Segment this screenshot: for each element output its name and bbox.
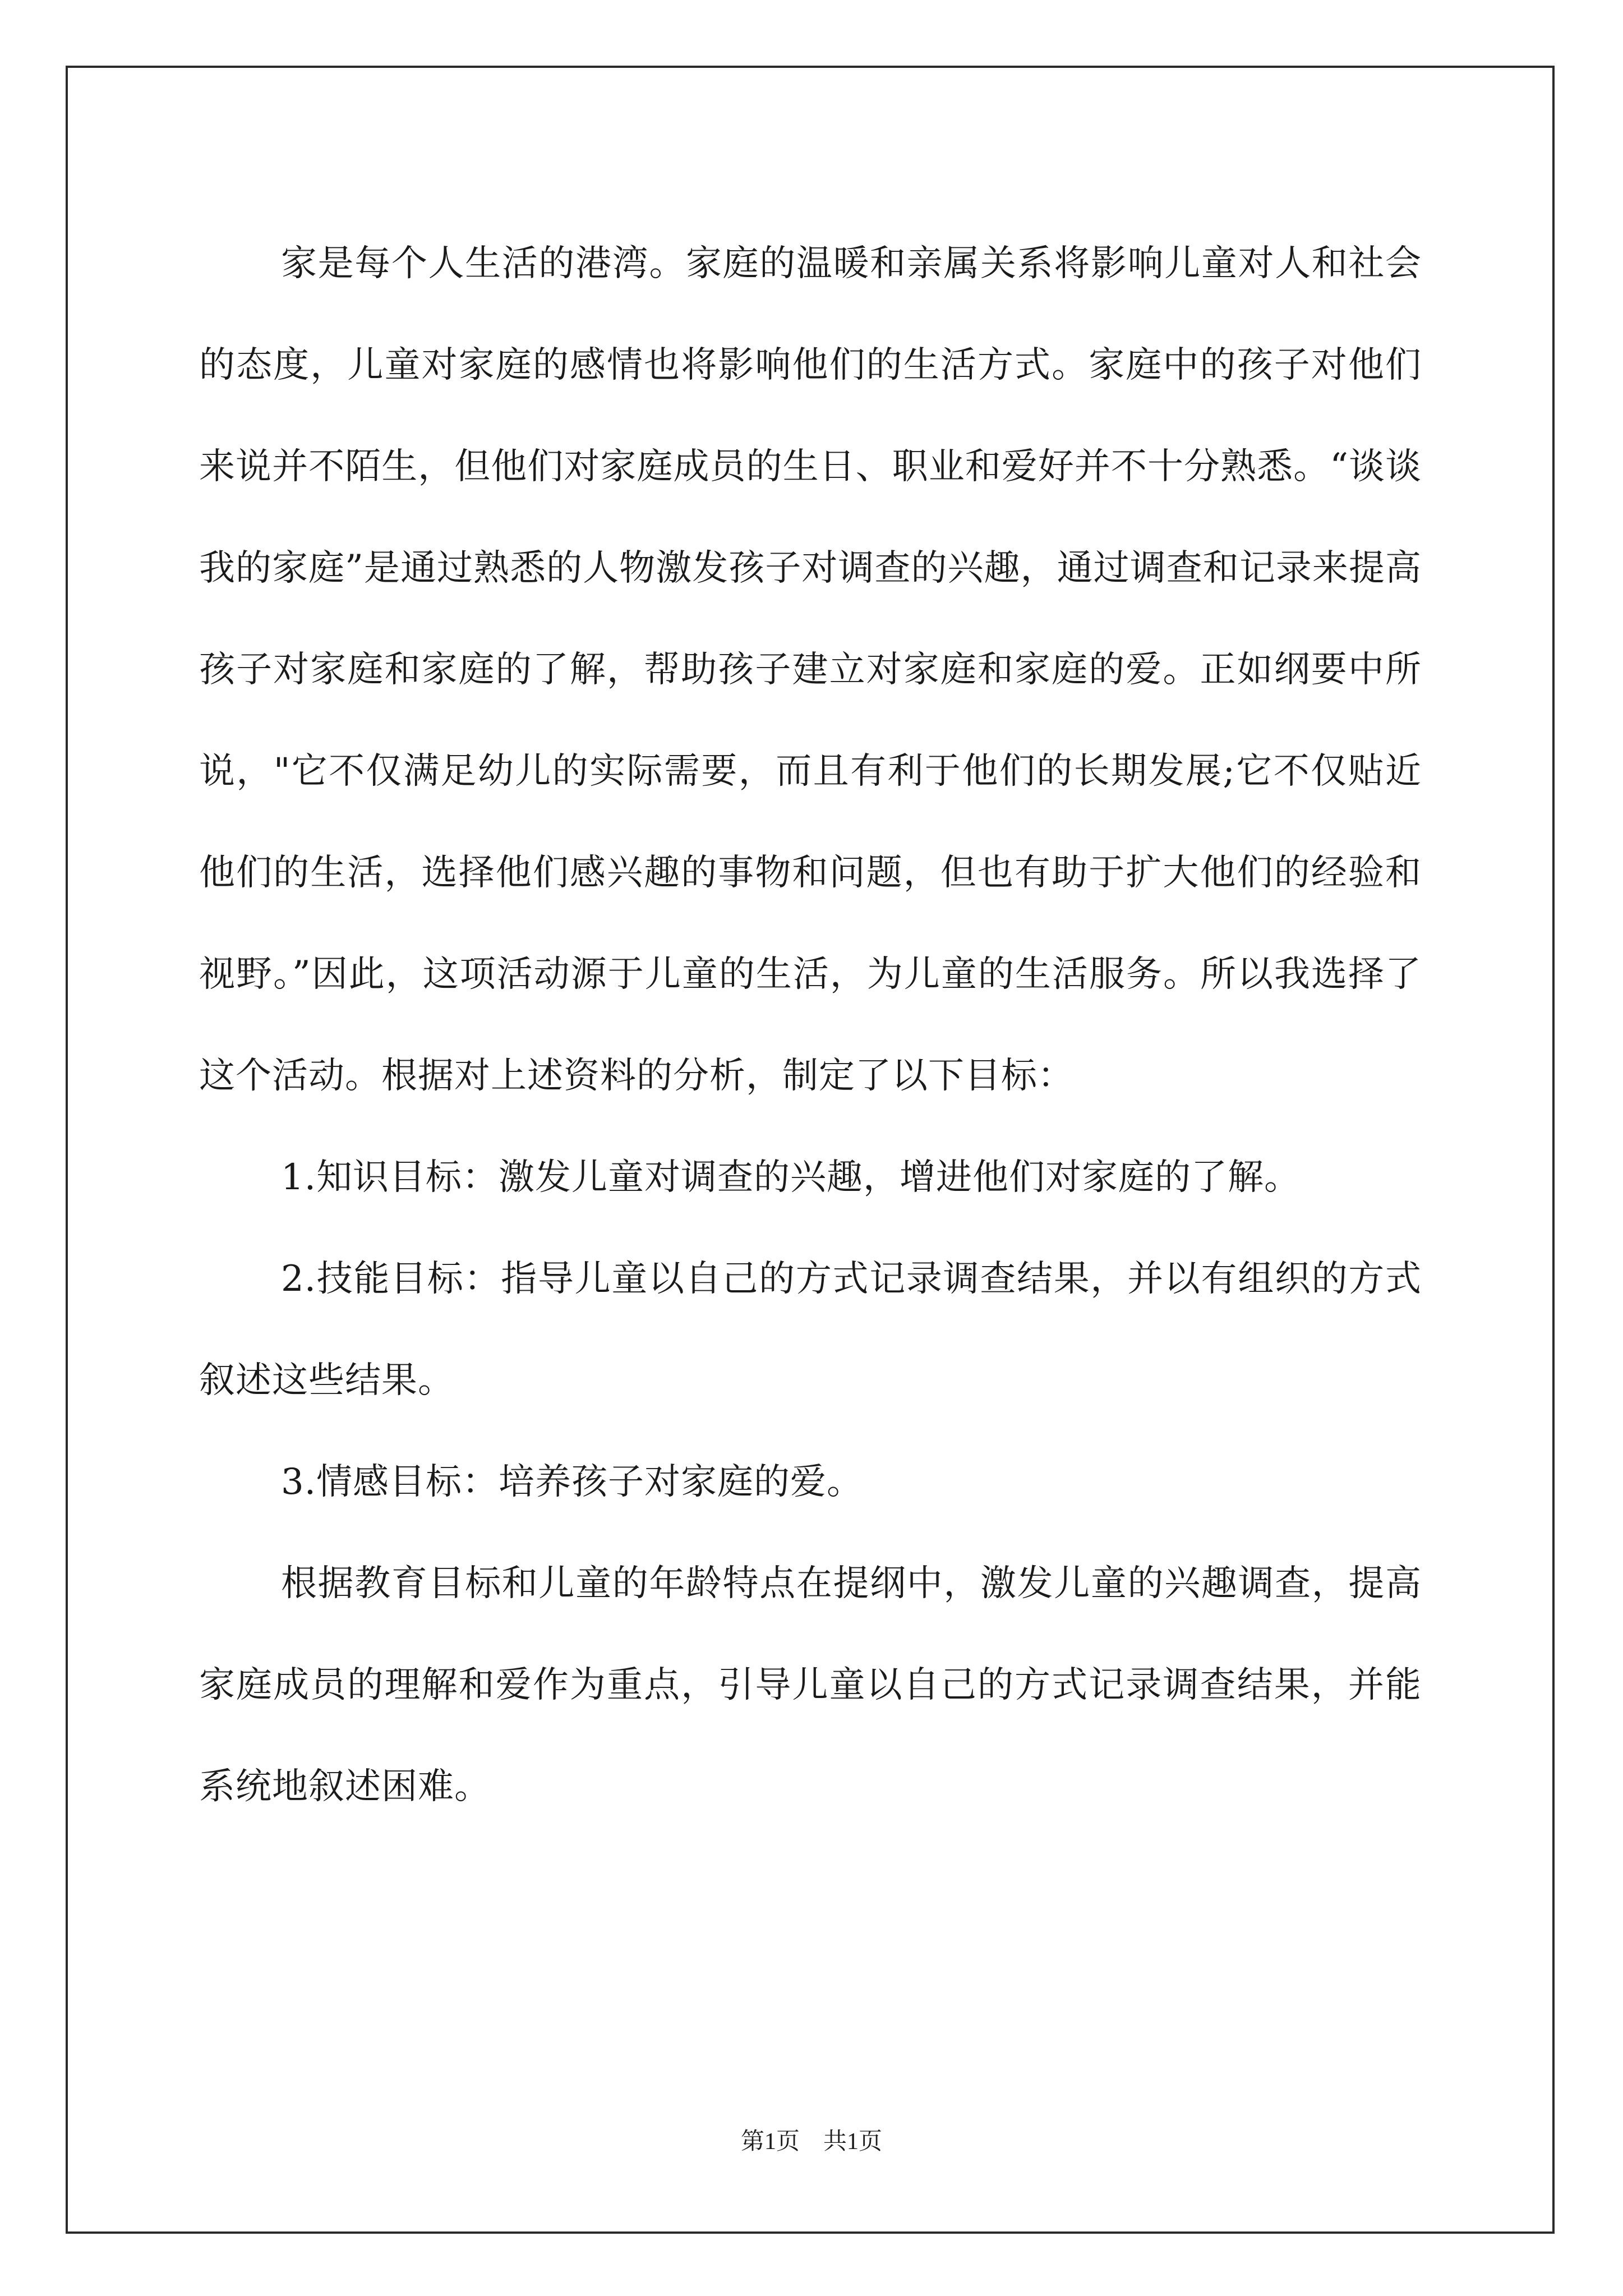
paragraph-goal-skill: 2.技能目标：指导儿童以自己的方式记录调查结果，并以有组织的方式叙述这些结果。	[199, 1258, 1422, 1401]
paragraph-goal-emotion: 3.情感目标：培养孩子对家庭的爱。	[281, 1461, 864, 1503]
paragraph-goal-knowledge: 1.知识目标：激发儿童对调查的兴趣，增进他们对家庭的了解。	[281, 1157, 1301, 1198]
page-number-footer: 第1页 共1页	[740, 2129, 882, 2155]
document-body	[199, 213, 1422, 1838]
paragraph-focus: 根据教育目标和儿童的年龄特点在提纲中，激发儿童的兴趣调查，提高家庭成员的理解和爱作为重点，引导儿童以自己的方式记录调查结果，并能系统地叙述困难。	[199, 1563, 1422, 1807]
paragraph-intro: 家是每个人生活的港湾。家庭的温暖和亲属关系将影响儿童对人和社会的态度，儿童对家庭的感情也将影响他们的生活方式。家庭中的孩子对他们来说并不陌生，但他们对家庭成员的生日、职业和爱好并不十分熟悉。“谈谈我的家庭”是通过熟悉的人物激发孩子对调查的兴趣，通过调查和记录来提高孩子对家庭和家庭的了解，帮助孩子建立对家庭和家庭的爱。正如纲要中所说，"它不仅满足幼儿的实际需要，而且有利于他们的长期发展;它不仅贴近他们的生活，选择他们感兴趣的事物和问题，但也有助于扩大他们的经验和视野。”因此，这项活动源于儿童的生活，为儿童的生活服务。所以我选择了这个活动。根据对上述资料的分析，制定了以下目标：	[199, 243, 1422, 1097]
